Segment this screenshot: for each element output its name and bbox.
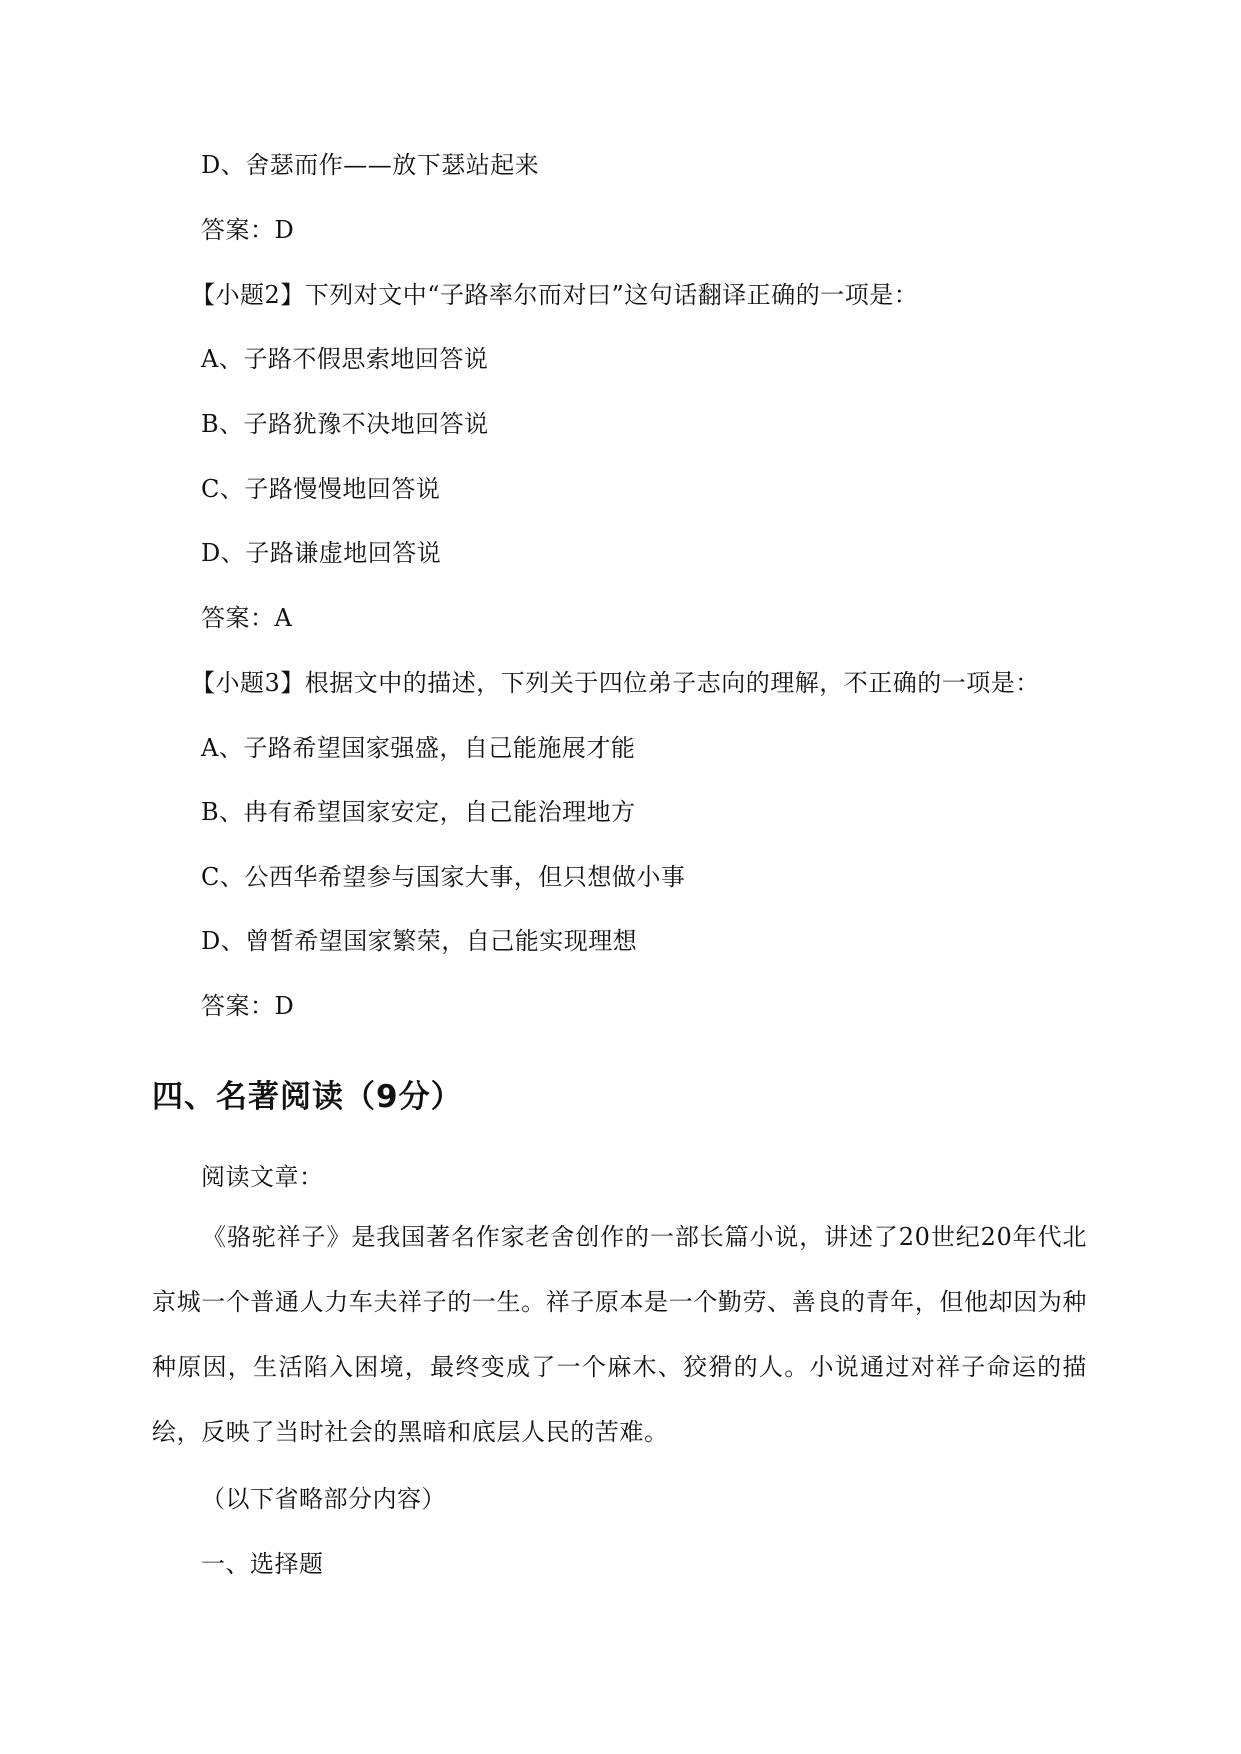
answer-q1: 答案：D (201, 216, 295, 244)
option-d-q3: D、曾皙希望国家繁荣，自己能实现理想 (201, 927, 638, 955)
omitted-note: （以下省略部分内容） (201, 1485, 446, 1513)
option-d-q2: D、子路谦虚地回答说 (201, 539, 442, 567)
subsection-title: 一、选择题 (201, 1550, 324, 1578)
answer-q2: 答案：A (201, 604, 293, 632)
option-a-q3: A、子路希望国家强盛，自己能施展才能 (201, 734, 636, 762)
option-b-q3: B、冉有希望国家安定，自己能治理地方 (201, 798, 636, 826)
option-c-q2: C、子路慢慢地回答说 (201, 475, 441, 503)
section-heading: 四、名著阅读（9分） (152, 1079, 463, 1115)
option-d-q1: D、舍瑟而作——放下瑟站起来 (201, 151, 540, 179)
option-a-q2: A、子路不假思索地回答说 (201, 345, 489, 373)
answer-q3: 答案：D (201, 992, 295, 1020)
question-3: 【小题3】根据文中的描述，下列关于四位弟子志向的理解，不正确的一项是： (191, 669, 1040, 697)
reading-intro: 阅读文章： (201, 1163, 324, 1191)
option-b-q2: B、子路犹豫不决地回答说 (201, 410, 489, 438)
reading-paragraph: 《骆驼祥子》是我国著名作家老舍创作的一部长篇小说，讲述了20世纪20年代北京城一个普通人力车夫祥子的一生。祥子原本是一个勤劳、善良的青年，但他却因为种种原因，生活陷入困境，最终变成了一个麻木、狡猾的人。小说通过对祥子命运的描绘，反映了当时社会的黑暗和底层人民的苦难。 (152, 1223, 1087, 1446)
option-c-q3: C、公西华希望参与国家大事，但只想做小事 (201, 863, 686, 891)
question-2: 【小题2】下列对文中“子路率尔而对曰”这句话翻译正确的一项是： (191, 281, 919, 309)
